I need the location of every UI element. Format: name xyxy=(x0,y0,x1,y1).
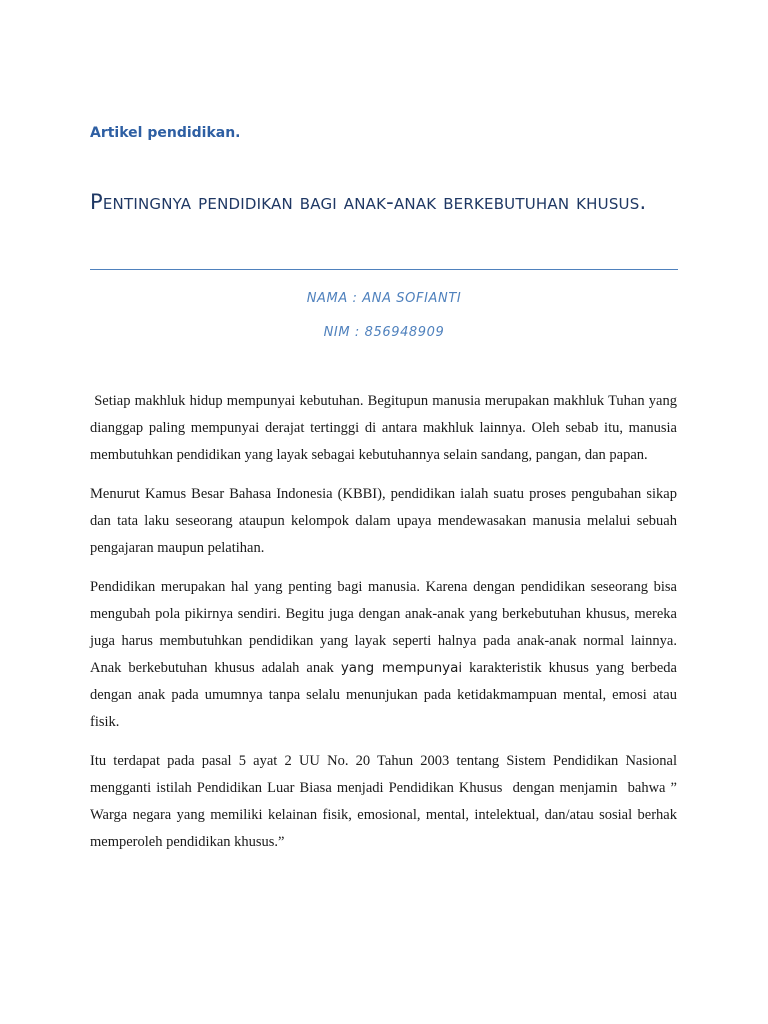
article-category-label: Artikel pendidikan. xyxy=(90,125,241,141)
paragraph-1: Setiap makhluk hidup mempunyai kebutuhan. Begitupun manusia merupakan makhluk Tuhan yang dianggap paling mempunyai derajat tertinggi di antara makhluk lainnya. Oleh sebab itu, manusia membutuhkan pendidikan yang layak sebagai kebutuhannya selain sandang, pangan, dan papan. xyxy=(90,393,677,463)
paragraph-3 xyxy=(90,574,677,736)
paragraph-3-part-3: karakteristik khusus yang berbeda dengan anak pada umumnya tanpa selalu menunjukan pada ketidakmampuan mental, emosi atau fisik. xyxy=(90,660,677,730)
paragraph-2: Menurut Kamus Besar Bahasa Indonesia (KBBI), pendidikan ialah suatu proses pengubahan sikap dan tata laku seseorang ataupun kelompok dalam upaya mendewasakan manusia melalui sebuah pengajaran maupun pelatihan. xyxy=(90,486,677,556)
article-title: Pentingnya pendidikan bagi anak-anak berkebutuhan khusus. xyxy=(90,190,647,214)
paragraph-4: Itu terdapat pada pasal 5 ayat 2 UU No. 20 Tahun 2003 tentang Sistem Pendidikan Nasional mengganti istilah Pendidikan Luar Biasa menjadi Pendidikan Khusus dengan menjamin bahwa ” Warga negara yang memiliki kelainan fisik, emosional, mental, intelektual, dan/atau sosial berhak memperoleh pendidikan khusus.” xyxy=(90,753,677,850)
article-body xyxy=(90,388,677,868)
paragraph-3-part-2: yang mempunyai xyxy=(340,660,463,676)
title-divider xyxy=(90,269,678,270)
author-name: NAMA : ANA SOFIANTI xyxy=(306,291,462,306)
paragraph-3-part-1: Pendidikan merupakan hal yang penting bagi manusia. Karena dengan pendidikan seseorang bisa mengubah pola pikirnya sendiri. Begitu juga dengan anak-anak yang berkebutuhan khusus, mereka juga harus membutuhkan pendidikan yang layak seperti halnya pada anak-anak normal lainnya. Anak berkebutuhan khusus adalah anak xyxy=(90,579,677,676)
student-id: NIM : 856948909 xyxy=(323,325,445,340)
